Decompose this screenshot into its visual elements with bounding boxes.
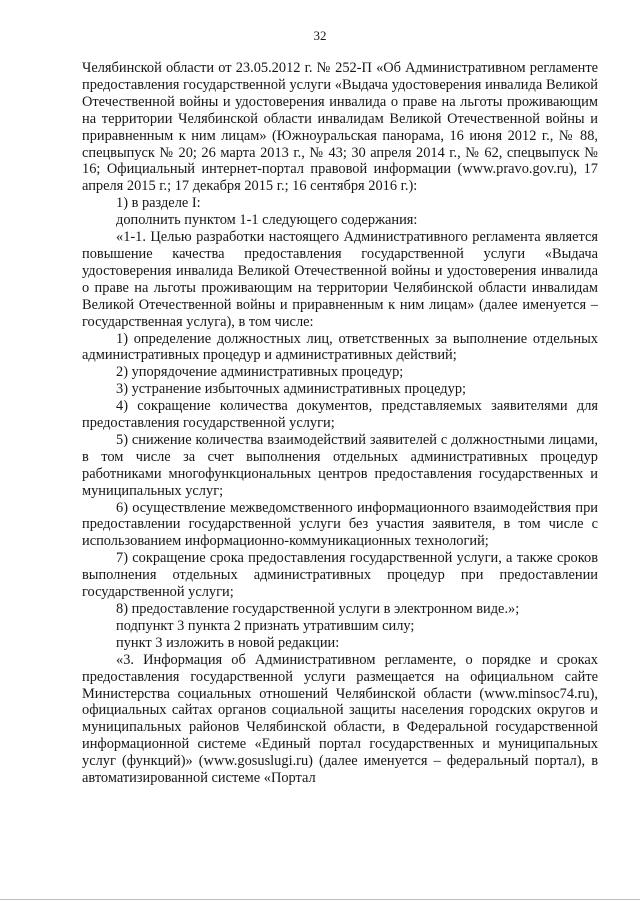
paragraph: 7) сокращение срока предоставления государственной услуги, а также сроков выполнения отдельных административных процедур при предоставлении государственной услуги; xyxy=(82,550,598,601)
paragraph: Челябинской области от 23.05.2012 г. № 252-П «Об Административном регламенте предоставления государственной услуги «Выдача удостоверения инвалида Великой Отечественной войны и удостоверения инвалида о праве на льготы проживающим на территории Челябинской области инвалидам Великой Отечественной войны и приравненным к ним лицам» (Южноуральская панорама, 16 июня 2012 г., № 88, спецвыпуск № 20; 26 марта 2013 г., № 43; 30 апреля 2014 г., № 62, спецвыпуск № 16; Официальный интернет-портал правовой информации (www.pravo.gov.ru), 17 апреля 2015 г.; 17 декабря 2015 г.; 16 сентября 2016 г.): xyxy=(82,60,598,195)
paragraph: «3. Информация об Административном регламенте, о порядке и сроках предоставления государственной услуги размещается на официальном сайте Министерства социальных отношений Челябинской области (www.minsoc74.ru), официальных сайтах органов социальной защиты населения городских округов и муниципальных районов Челябинской области, в Федеральной государственной информационной системе «Единый портал государственных и муниципальных услуг (функций)» (www.gosuslugi.ru) (далее именуется – федеральный портал), в автоматизированной системе «Портал xyxy=(82,651,598,787)
page-number: 32 xyxy=(313,28,327,43)
paragraph: «1-1. Целью разработки настоящего Административного регламента является повышение качества предоставления государственной услуги «Выдача удостоверения инвалида Великой Отечественной войны и удостоверения инвалида о праве на льготы проживающим на территории Челябинской области инвалидам Великой Отечественной войны и приравненным к ним лицам» (далее именуется – государственная услуга), в том числе: xyxy=(82,229,598,330)
paragraph: 6) осуществление межведомственного информационного взаимодействия при предоставлении государственной услуги без участия заявителя, в том числе с использованием информационно-коммуникационных технологий; xyxy=(82,499,598,550)
paragraph: подпункт 3 пункта 2 признать утратившим силу; xyxy=(116,617,415,634)
bottom-edge-line xyxy=(0,899,640,900)
paragraph: 1) в разделе I: xyxy=(116,195,201,212)
document-text xyxy=(82,60,598,787)
paragraph: 3) устранение избыточных административных процедур; xyxy=(116,381,467,398)
paragraph: 8) предоставление государственной услуги в электронном виде.»; xyxy=(116,601,520,617)
paragraph: 1) определение должностных лиц, ответственных за выполнение отдельных административных процедур и административных действий; xyxy=(82,330,598,364)
paragraph: 5) снижение количества взаимодействий заявителей с должностными лицами, в том числе за счет выполнения отдельных административных процедур работниками многофункциональных центров предоставления государственных и муниципальных услуг; xyxy=(82,431,598,499)
paragraph: дополнить пунктом 1-1 следующего содержания: xyxy=(116,212,418,229)
paragraph: пункт 3 изложить в новой редакции: xyxy=(116,634,340,651)
paragraph: 4) сокращение количества документов, представляемых заявителями для предоставления государственной услуги; xyxy=(82,398,598,432)
paragraph: 2) упорядочение административных процедур; xyxy=(116,364,404,381)
